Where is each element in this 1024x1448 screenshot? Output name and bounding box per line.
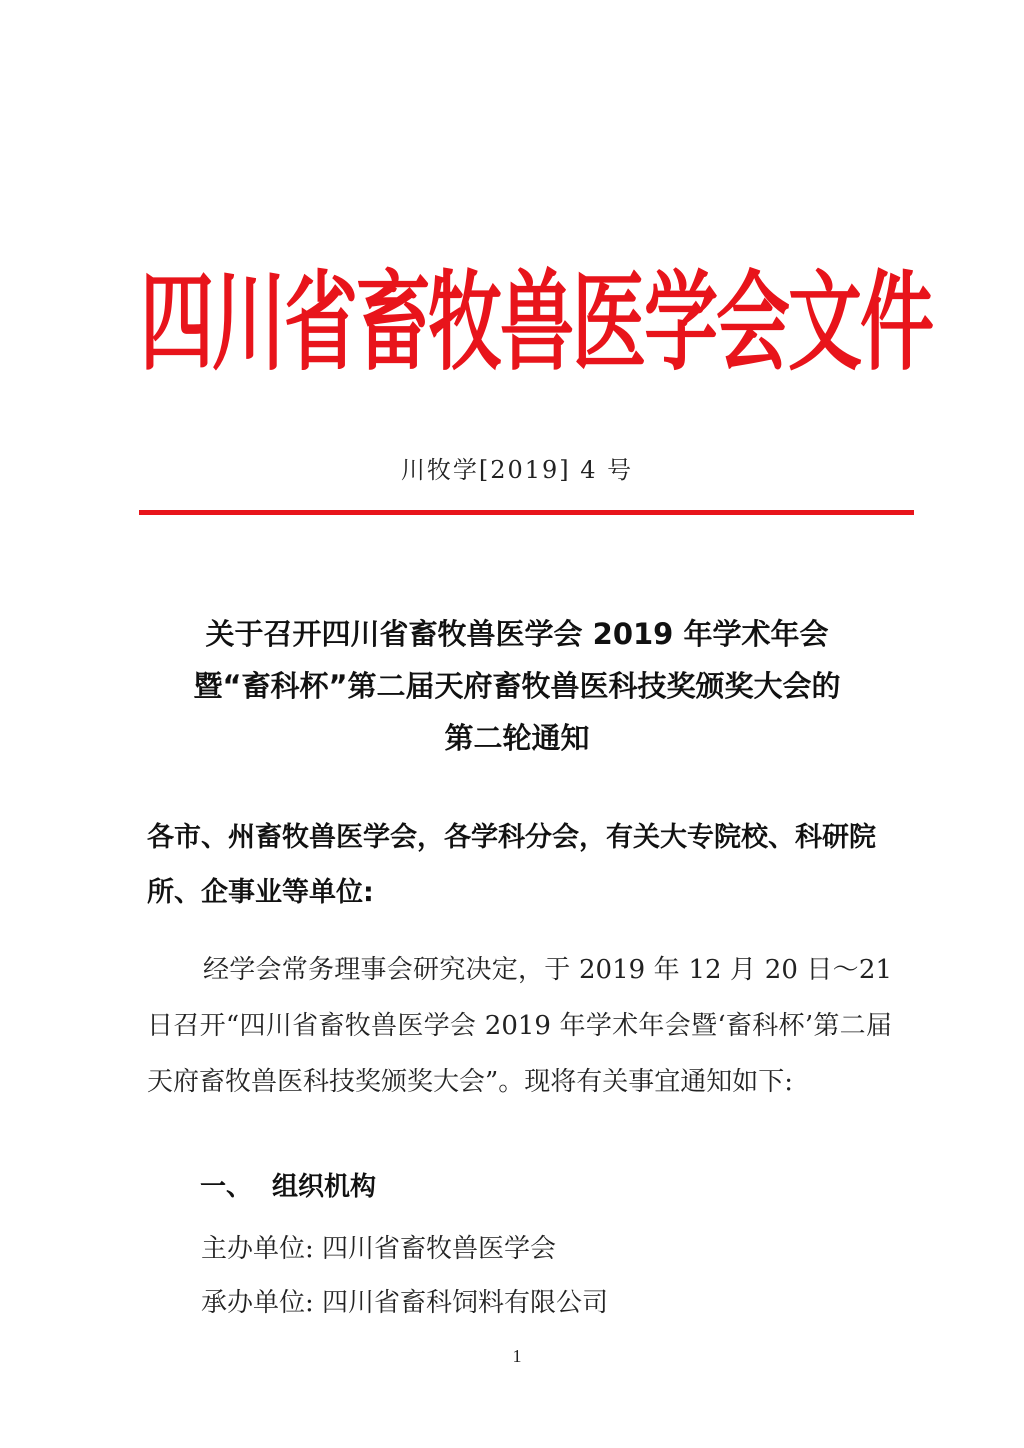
section-heading-organization xyxy=(200,1162,376,1212)
notice-subject xyxy=(100,608,934,764)
header-divider xyxy=(139,510,914,515)
recipients: 各市、州畜牧兽医学会，各学科分会，有关大专院校、科研院所、企事业等单位: xyxy=(147,822,876,908)
subject-line-1: 关于召开四川省畜牧兽医学会 2019 年学术年会 xyxy=(205,617,829,651)
host-unit: 主办单位: 四川省畜牧兽医学会 xyxy=(201,1234,557,1264)
organizer-unit: 承办单位: 四川省畜科饲料有限公司 xyxy=(201,1288,609,1318)
body-paragraph: 经学会常务理事会研究决定，于 2019 年 12 月 20 日～21 日召开“四川省畜牧兽医学会 2019 年学术年会暨‘畜科杯’第二届天府畜牧兽医科技奖颁奖大会”。现将有关事宜通知如下: xyxy=(147,955,892,1097)
section-number: 一、 xyxy=(200,1172,253,1202)
document-number: 川牧学[2019] 4 号 xyxy=(400,456,634,484)
section-title: 组织机构 xyxy=(272,1172,377,1202)
subject-line-3: 第二轮通知 xyxy=(444,721,590,755)
page-number: 1 xyxy=(512,1346,522,1366)
subject-line-2: 暨“畜科杯”第二届天府畜牧兽医科技奖颁奖大会的 xyxy=(193,669,841,703)
document-header-title: 四川省畜牧兽医学会文件 xyxy=(140,260,932,386)
